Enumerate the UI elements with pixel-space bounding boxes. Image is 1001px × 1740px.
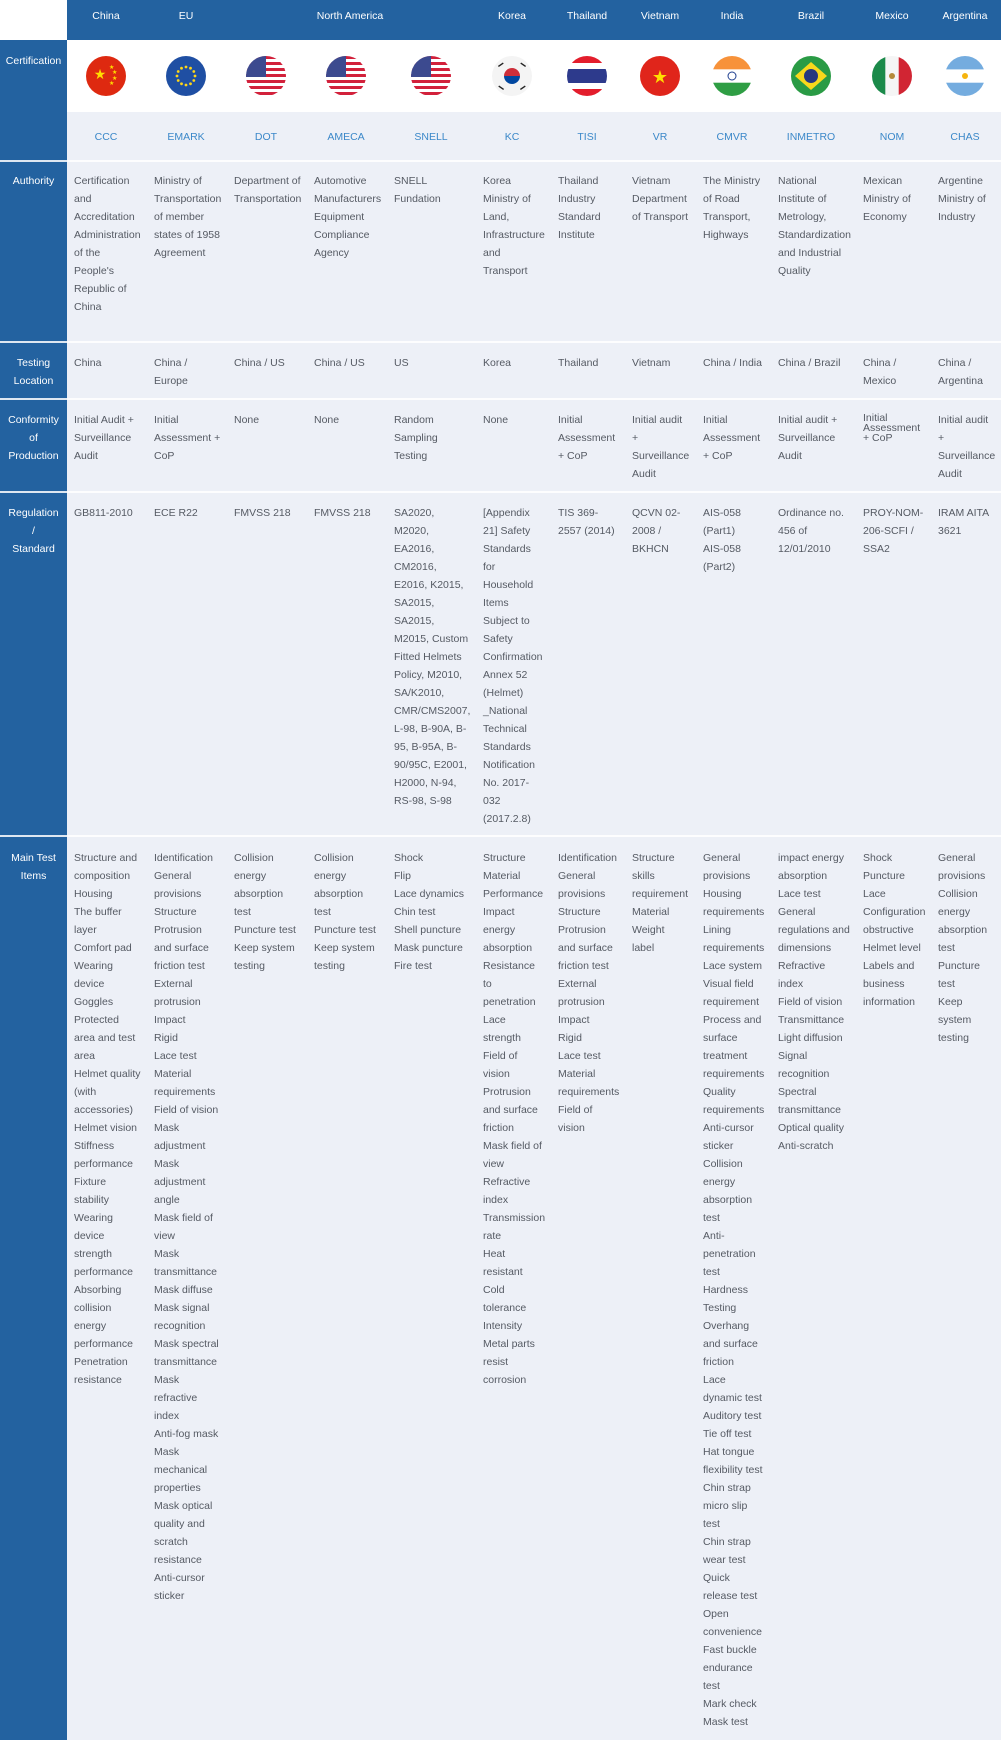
row-divider	[0, 341, 1001, 343]
cert-abbr-chas: CHAS	[950, 131, 980, 143]
regulation-cell: FMVSS 218	[234, 507, 291, 519]
cert-abbr-snell: SNELL	[414, 131, 448, 143]
authority-cell: SNELL Fundation	[394, 175, 441, 205]
argentina-flag-icon	[945, 56, 985, 96]
svg-text:★: ★	[93, 67, 107, 83]
main-test-cell: Shock Puncture Lace Configuration obstructive Helmet level Labels and business information	[863, 852, 926, 1008]
regulation-cell: GB811-2010	[74, 507, 133, 519]
cert-abbr-inmetro: INMETRO	[786, 131, 836, 143]
row-label-conformity: Conformity of Production	[8, 414, 59, 462]
cert-abbr-ameca: AMECA	[327, 131, 365, 143]
testing-location-cell: China / Mexico	[863, 357, 897, 387]
region-thailand: Thailand	[566, 10, 608, 22]
main-test-cell: Structure and composition Housing The buffer layer Comfort pad Wearing device Goggles Protected area and test area Helmet quality (with accessories) Helmet vision Stiffness performance Fixture stability Wearing device strength performance Absorbing collision energy performance Penetration resistance	[74, 852, 141, 1386]
row-label-main-test: Main Test Items	[11, 852, 56, 882]
main-test-cell: Shock Flip Lace dynamics Chin test Shell puncture Mask puncture Fire test	[394, 852, 465, 972]
svg-text:★: ★	[112, 69, 118, 76]
authority-cell: Department of Transportation	[234, 175, 302, 205]
regulation-cell: PROY-NOM- 206-SCFI / SSA2	[863, 507, 924, 555]
testing-location-cell: China / Argentina	[938, 357, 983, 387]
main-test-cell: Structure skills requirement Material Weight label	[632, 852, 689, 954]
cert-abbr-vr: VR	[652, 131, 668, 143]
conformity-cell: Initial audit + Surveillance Audit	[632, 414, 690, 480]
vietnam-flag-icon	[640, 56, 680, 96]
korea-flag-icon	[492, 56, 532, 96]
regulation-cell: AIS-058 (Part1) AIS-058 (Part2)	[703, 507, 741, 573]
cert-abbr-ccc: CCC	[94, 131, 118, 143]
main-test-cell: Collision energy absorption test Puncture test Keep system testing	[314, 852, 376, 972]
conformity-cell: Initial Assessment + CoP	[863, 412, 921, 444]
region-korea: Korea	[497, 10, 527, 22]
conformity-cell: None	[234, 414, 260, 426]
row-label-authority: Authority	[12, 175, 55, 187]
authority-cell: Ministry of Transportation of member states of 1958 Agreement	[154, 175, 222, 259]
conformity-cell: Initial audit + Surveillance Audit	[938, 414, 996, 480]
region-brazil: Brazil	[797, 10, 825, 22]
main-test-cell: Collision energy absorption test Puncture test Keep system testing	[234, 852, 296, 972]
row-label-certification: Certification	[5, 55, 62, 67]
authority-cell: Mexican Ministry of Economy	[863, 175, 911, 223]
thailand-flag-icon	[567, 56, 607, 96]
india-flag-icon	[712, 56, 752, 96]
row-label-testing-location: Testing Location	[13, 357, 54, 387]
region-argentina: Argentina	[942, 10, 988, 22]
authority-cell: National Institute of Metrology, Standardization and Industrial Quality	[778, 175, 851, 277]
regulation-cell: SA2020, M2020, EA2016, CM2016, E2016, K2015, SA2015, SA2015, M2015, Custom Fitted Helmets Policy, M2010, SA/K2010, CMR/CMS2007, L-98, B-90A, B- 95, B-95A, B- 90/95C, E2001, H2000, N-94, RS-98, S-98	[394, 507, 471, 807]
authority-cell: Argentine Ministry of Industry	[938, 175, 986, 223]
testing-location-cell: China	[74, 357, 102, 369]
row-divider	[0, 398, 1001, 400]
region-india: India	[720, 10, 744, 22]
conformity-cell: None	[483, 414, 509, 426]
conformity-cell: Random Sampling Testing	[394, 414, 438, 462]
svg-text:★: ★	[112, 75, 118, 82]
testing-location-cell: China / Brazil	[778, 357, 841, 369]
testing-location-cell: Thailand	[558, 357, 599, 369]
region-vietnam: Vietnam	[640, 10, 680, 22]
usa-flag-icon	[246, 56, 286, 96]
main-test-cell: General provisions Collision energy absorption test Puncture test Keep system testing	[938, 852, 988, 1044]
cert-abbr-emark: EMARK	[167, 131, 205, 143]
region-eu: EU	[178, 10, 194, 22]
row-divider	[0, 491, 1001, 493]
corner-blank	[0, 0, 67, 40]
authority-cell: Certification and Accreditation Administration of the People's Republic of China	[74, 175, 141, 313]
row-label-sidebar	[0, 40, 67, 1740]
usa-flag-icon	[411, 56, 451, 96]
conformity-cell: Initial Assessment + CoP	[703, 414, 761, 462]
main-test-cell: impact energy absorption Lace test General regulations and dimensions Refractive index Field of vision Transmittance Light diffusion Signal recognition Spectral transmittance Optical quality Anti-scratch	[778, 852, 850, 1152]
regulation-cell: IRAM AITA 3621	[938, 507, 990, 537]
conformity-cell: Initial audit + Surveillance Audit	[778, 414, 838, 462]
testing-location-cell: China / US	[234, 357, 285, 369]
row-label-regulation: Regulation / Standard	[8, 507, 59, 555]
usa-flag-icon	[326, 56, 366, 96]
certification-flag-band	[67, 40, 1001, 112]
regulation-cell: Ordinance no. 456 of 12/01/2010	[778, 507, 844, 555]
regulation-cell: FMVSS 218	[314, 507, 371, 519]
testing-location-cell: US	[394, 357, 409, 369]
regulation-cell: QCVN 02- 2008 / BKHCN	[632, 507, 681, 555]
main-test-cell: Identification General provisions Structure Protrusion and surface friction test External protrusion Impact Rigid Lace test Material requirements Field of vision Mask adjustment Mask adjustment angle Mask field of view Mask transmittance Mask diffuse Mask signal recognition Mask spectral transmittance Mask refractive index Anti-fog mask Mask mechanical properties Mask optical quality and scratch resistance Anti-cursor sticker	[154, 852, 219, 1602]
cert-abbr-tisi: TISI	[577, 131, 597, 143]
testing-location-cell: China / India	[703, 357, 762, 369]
svg-text:★: ★	[109, 80, 115, 87]
brazil-flag-icon	[791, 56, 831, 96]
svg-text:★: ★	[651, 67, 669, 88]
cert-abbr-cmvr: CMVR	[716, 131, 748, 143]
authority-cell: Korea Ministry of Land, Infrastructure and Transport	[483, 175, 545, 277]
authority-cell: The Ministry of Road Transport, Highways	[703, 175, 761, 241]
conformity-cell: Initial Assessment + CoP	[154, 414, 221, 462]
testing-location-cell: Vietnam	[632, 357, 671, 369]
regulation-cell: ECE R22	[154, 507, 198, 519]
testing-location-cell: China / Europe	[154, 357, 188, 387]
conformity-cell: Initial Assessment + CoP	[558, 414, 616, 462]
authority-cell: Thailand Industry Standard Institute	[558, 175, 601, 241]
regulation-cell: TIS 369- 2557 (2014)	[558, 507, 615, 537]
main-test-cell: General provisions Housing requirements Lining requirements Lace system Visual field requirement Process and surface treatment requirements Quality requirements Anti-cursor sticker Collision energy absorption test Anti- penetration test Hardness Testing Overhang and surface friction Lace dynamic test Auditory test Tie off test Hat tongue flexibility test Chin strap micro slip test Chin strap wear test Quick release test Open convenience Fast buckle endurance test Mark check Mask test	[703, 852, 765, 1728]
main-test-cell: Identification General provisions Structure Protrusion and surface friction test External protrusion Impact Rigid Lace test Material requirements Field of vision	[558, 852, 620, 1134]
cert-abbr-nom: NOM	[879, 131, 905, 143]
authority-cell: Vietnam Department of Transport	[632, 175, 689, 223]
testing-location-cell: China / US	[314, 357, 365, 369]
cert-abbr-kc: KC	[504, 131, 520, 143]
region-mexico: Mexico	[875, 10, 909, 22]
region-header-bar	[67, 0, 1001, 40]
row-divider	[0, 835, 1001, 837]
conformity-cell: Initial Audit + Surveillance Audit	[74, 414, 134, 462]
region-china: China	[92, 10, 120, 22]
testing-location-cell: Korea	[483, 357, 512, 369]
eu-flag-icon	[166, 56, 206, 96]
conformity-cell: None	[314, 414, 340, 426]
authority-cell: Automotive Manufacturers Equipment Compliance Agency	[314, 175, 382, 259]
china-flag-icon	[86, 56, 126, 96]
regulation-cell: [Appendix 21] Safety Standards for Household Items Subject to Safety Confirmation Annex 52 (Helmet) _National Technical Standards Notification No. 2017- 032 (2017.2.8)	[483, 507, 543, 825]
svg-text:★: ★	[109, 64, 115, 71]
main-test-cell: Structure Material Performance Impact energy absorption Resistance to penetration Lace strength Field of vision Protrusion and surface friction Mask field of view Refractive index Transmission rate Heat resistant Cold tolerance Intensity Metal parts resist corrosion	[483, 852, 546, 1386]
cert-abbr-dot: DOT	[254, 131, 278, 143]
mexico-flag-icon	[872, 56, 912, 96]
region-north-america: North America	[316, 10, 384, 22]
row-divider	[0, 160, 1001, 162]
